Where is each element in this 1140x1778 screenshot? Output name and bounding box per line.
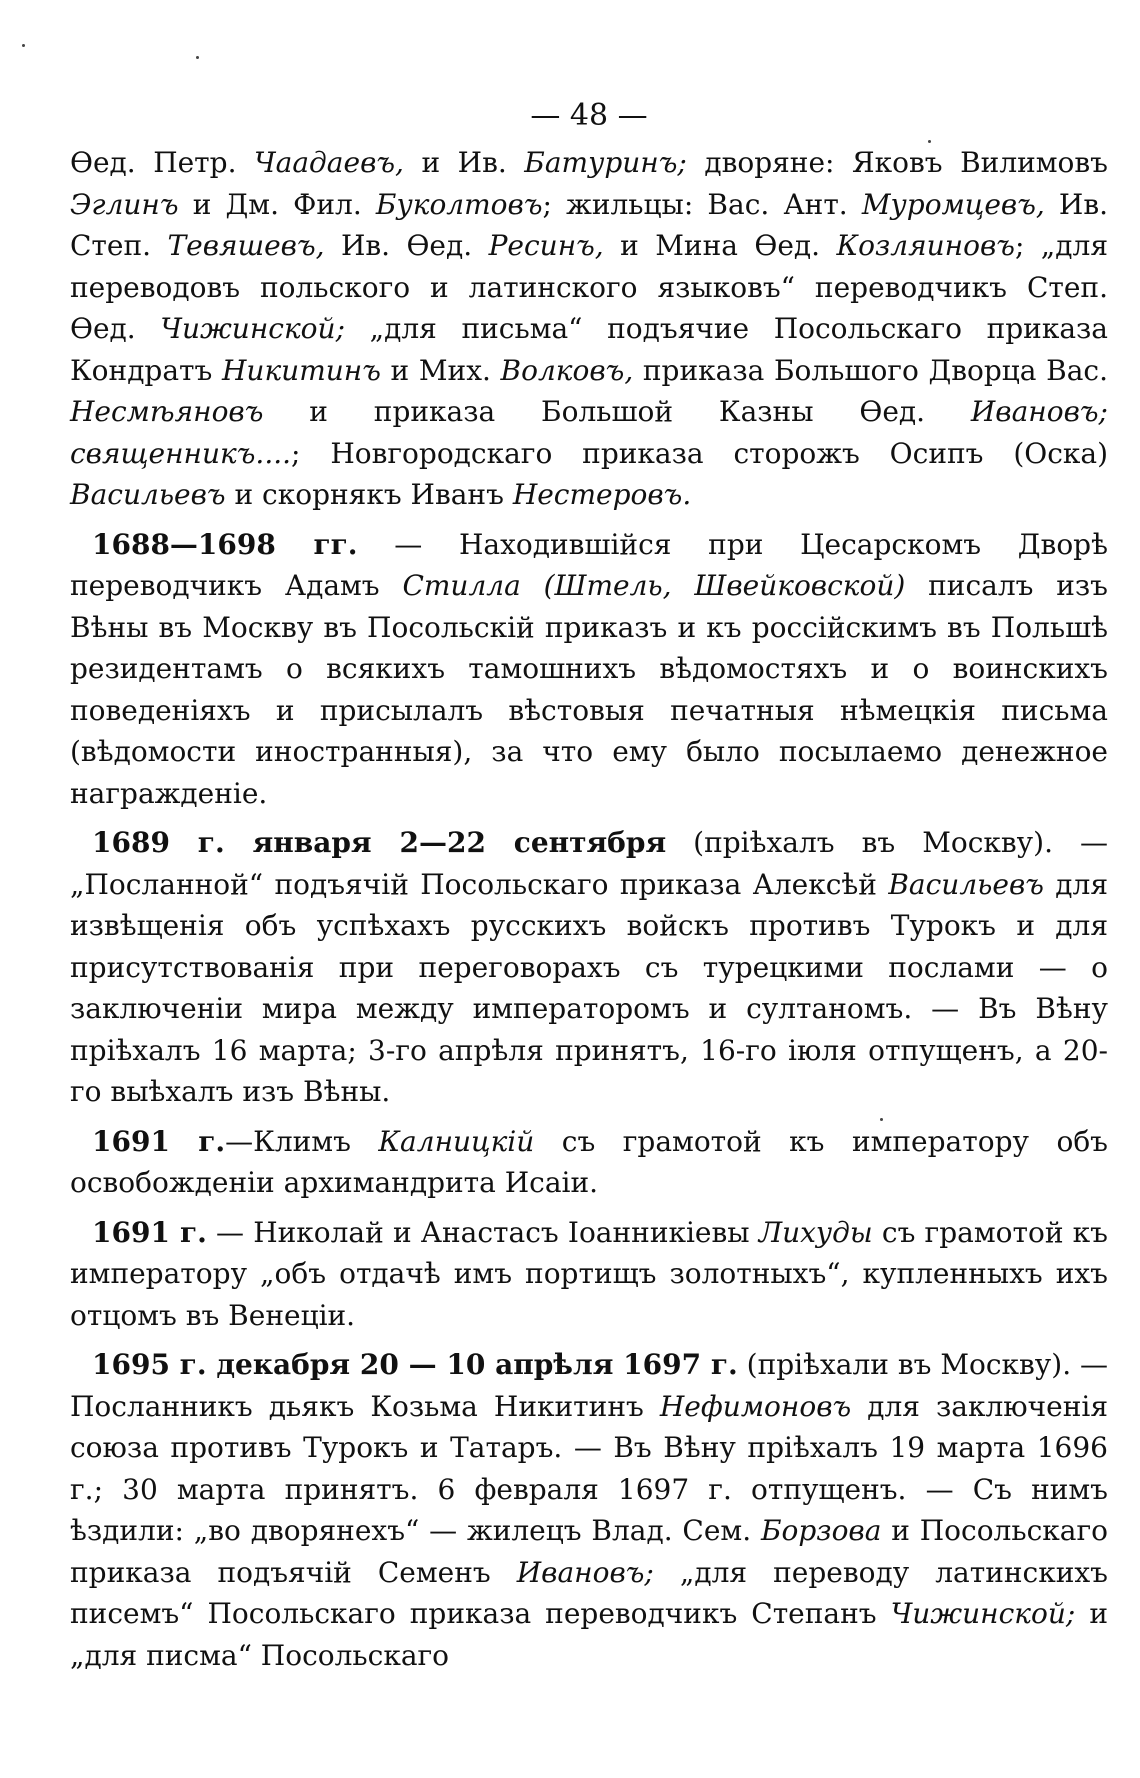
entry-date: 1695 г. декабря 20 — 10 апрѣля 1697 г.	[92, 1348, 738, 1381]
entry-date: 1691 г.	[92, 1124, 226, 1158]
entry-1691-kalnitsky	[70, 1121, 1108, 1204]
body-text-run: „для письма“ подъячие Посольскаго приказа Кондратъ	[70, 312, 1108, 387]
body-text-run: съ грамотой къ императору объ освобожденіи архимандрита Исаіи.	[70, 1124, 1108, 1199]
person-name: Ивановъ;	[516, 1555, 654, 1589]
print-speck	[22, 44, 25, 47]
body-text-run: и Мина Ѳед.	[603, 229, 837, 262]
person-name: Васильевъ	[888, 867, 1044, 901]
body-text-run: (пріѣхали въ Москву). — Посланникъ дьякъ Козьма Никитинъ	[70, 1348, 1109, 1423]
body-text-run: для заключенія союза противъ Турокъ и Татаръ. — Въ Вѣну пріѣхалъ 19 марта 1696 г.; 30 марта принятъ. 6 февраля 1697 г. отпущенъ. — Съ нимъ ѣздили: „во дворянехъ“ — жилецъ Влад. Сем.	[70, 1389, 1108, 1547]
entry-1691-likhudy	[70, 1212, 1108, 1337]
entry-1695-1697	[70, 1344, 1108, 1676]
body-text-run: — Николай и Анастасъ Іоанникіевы	[206, 1215, 759, 1249]
entry-date: 1688—1698 гг.	[92, 527, 358, 561]
body-text-run: Ив. Степ.	[70, 187, 1108, 262]
person-name: Тевяшевъ,	[167, 229, 325, 262]
person-name: Никитинъ	[222, 353, 381, 387]
print-speck	[880, 1118, 883, 1121]
body-text-run: — Находившійся при Цесарскомъ Дворѣ переводчикъ Адамъ	[70, 527, 1108, 602]
paragraph-continuation	[70, 142, 1108, 516]
body-text-run: ; Новгородскаго приказа сторожъ Осипъ (Оска)	[291, 436, 1108, 470]
person-name: Калницкій	[378, 1124, 535, 1158]
body-text-run: для извѣщенія объ успѣхахъ русскихъ войскъ противъ Турокъ и для присутствованія при переговорахъ съ турецкими послами — о заключеніи мира между императоромъ и султаномъ. — Въ Вѣну пріѣхалъ 16 марта; 3-го апрѣля принятъ, 16-го іюля отпущенъ, а 20-го выѣхалъ изъ Вѣны.	[70, 867, 1108, 1108]
person-name: Чаадаевъ,	[254, 146, 404, 179]
person-name: Волковъ,	[500, 353, 634, 387]
body-text-run: и Посольскаго приказа подъячій Семенъ	[70, 1514, 1108, 1589]
person-name: Эглинъ	[70, 187, 179, 221]
person-name: Лихуды	[758, 1215, 873, 1249]
person-name: Ивановъ; священникъ....	[70, 395, 1108, 470]
body-text-run: дворяне: Яковъ Вилимовъ	[686, 146, 1108, 179]
entry-1688-1698	[70, 524, 1108, 815]
person-name: Буколтовъ	[375, 187, 543, 221]
body-text-run: и скорнякъ Иванъ	[225, 478, 513, 511]
person-name: Нефимоновъ	[659, 1389, 852, 1423]
person-name: Козляиновъ	[836, 229, 1015, 262]
body-text-run: и Дм. Фил.	[178, 187, 376, 221]
body-text-run: съ грамотой къ императору „объ отдачѣ имъ портищъ золотныхъ“, купленныхъ ихъ отцомъ въ Венеціи.	[70, 1215, 1108, 1332]
person-name: Нестеровъ.	[512, 478, 692, 511]
body-text-run: и приказа Большой Казны Ѳед.	[263, 395, 971, 428]
entry-1689	[70, 822, 1108, 1113]
body-text-run: и „для писма“ Посольскаго	[70, 1597, 1108, 1672]
person-name: Батуринъ;	[524, 146, 687, 179]
body-text-run: —Климъ	[225, 1124, 379, 1158]
print-speck	[196, 56, 199, 59]
body-text-run: „для переводу латинскихъ писемъ“ Посольскаго приказа переводчикъ Степанъ	[70, 1555, 1108, 1630]
person-name: Несмѣяновъ	[70, 395, 264, 428]
body-text-run: приказа Большого Дворца Вас.	[633, 353, 1108, 387]
page-body	[70, 142, 1108, 1676]
body-text-run: Ив. Ѳед.	[324, 229, 489, 262]
body-text-run: Ѳед. Петр.	[70, 146, 255, 179]
entry-date: 1691 г.	[92, 1215, 207, 1249]
body-text-run: и Мих.	[380, 353, 501, 387]
body-text-run: (пріѣхалъ въ Москву). — „Посланной“ подъячій Посольскаго приказа Алексѣй	[70, 826, 1108, 901]
entry-date: 1689 г. января 2—22 сентября	[92, 826, 667, 859]
person-name: Чижинской;	[890, 1597, 1076, 1630]
person-name: Борзова	[760, 1514, 882, 1547]
person-name: Стилла (Штель, Швейковской)	[402, 569, 906, 602]
person-name: Васильевъ	[70, 478, 226, 511]
body-text-run: и Ив.	[403, 146, 525, 179]
body-text-run: ; жильцы: Вас. Ант.	[542, 187, 862, 221]
person-name: Муромцевъ,	[861, 187, 1045, 221]
print-speck	[928, 140, 931, 143]
body-text-run: ; „для переводовъ польского и латинского языковъ“ переводчикъ Степ. Ѳед.	[70, 229, 1108, 345]
body-text-run: писалъ изъ Вѣны въ Москву въ Посольскій приказъ и къ россійскимъ въ Польшѣ резидентамъ о всякихъ тамошнихъ вѣдомостяхъ и о воинскихъ поведеніяхъ и присылалъ вѣстовыя печатныя нѣмецкія письма (вѣдомости иностранныя), за что ему было посылаемо денежное награжденіе.	[70, 569, 1108, 810]
person-name: Ресинъ,	[488, 229, 604, 262]
person-name: Чижинской;	[160, 312, 346, 345]
page-number: — 48 —	[530, 98, 648, 133]
